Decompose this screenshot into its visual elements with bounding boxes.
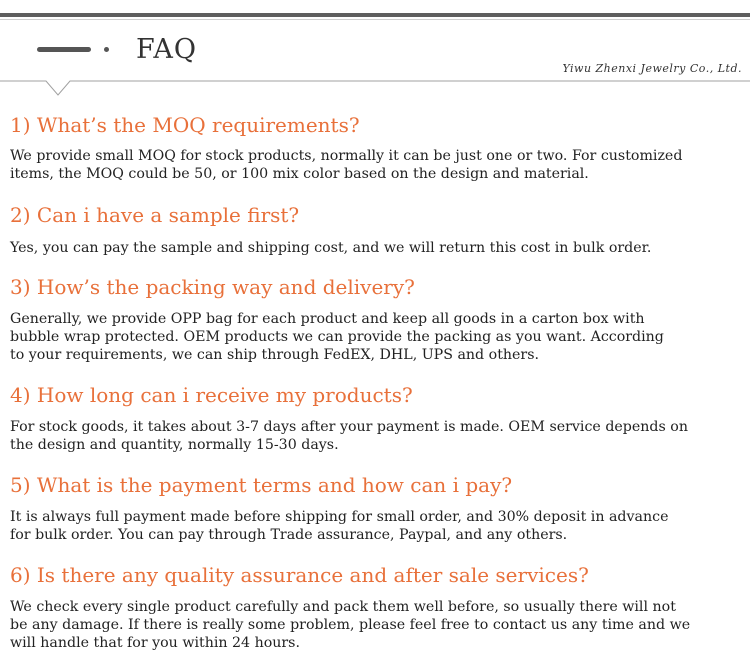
faq-question: 6) Is there any quality assurance and after sale services?	[10, 563, 589, 587]
faq-item-3	[10, 275, 740, 364]
faq-item-5	[10, 473, 740, 544]
header-divider	[0, 0, 750, 100]
faq-item-1	[10, 113, 740, 183]
faq-answer: Generally, we provide OPP bag for each product and keep all goods in a carton box with bubble wrap protected. OEM products we can provide the packing as you want. According to your requirements, we can ship through FedEX, DHL, UPS and others.	[10, 311, 664, 363]
faq-answer: For stock goods, it takes about 3-7 days after your payment is made. OEM service depends on the design and quantity, normally 15-30 days.	[10, 419, 688, 453]
faq-question: 4) How long can i receive my products?	[10, 383, 413, 407]
company-name: Yiwu Zhenxi Jewelry Co., Ltd.	[562, 62, 742, 75]
faq-question: 2) Can i have a sample first?	[10, 203, 300, 227]
faq-answer: We provide small MOQ for stock products, normally it can be just one or two. For customized items, the MOQ could be 50, or 100 mix color based on the design and material.	[10, 148, 683, 182]
faq-answer: We check every single product carefully and pack them well before, so usually there will not be any damage. If there is really some problem, please feel free to contact us any time and we will handle that for you within 24 hours.	[10, 599, 691, 651]
faq-item-4	[10, 383, 740, 454]
faq-item-6	[10, 563, 740, 652]
page-title: FAQ	[136, 34, 198, 65]
faq-question: 3) How’s the packing way and delivery?	[10, 275, 415, 299]
faq-question: 1) What’s the MOQ requirements?	[10, 113, 360, 137]
faq-answer: Yes, you can pay the sample and shipping cost, and we will return this cost in bulk order.	[10, 240, 652, 256]
faq-answer: It is always full payment made before shipping for small order, and 30% deposit in advance for bulk order. You can pay through Trade assurance, Paypal, and any others.	[10, 509, 669, 543]
faq-question: 5) What is the payment terms and how can i pay?	[10, 473, 513, 497]
faq-item-2	[10, 203, 740, 257]
